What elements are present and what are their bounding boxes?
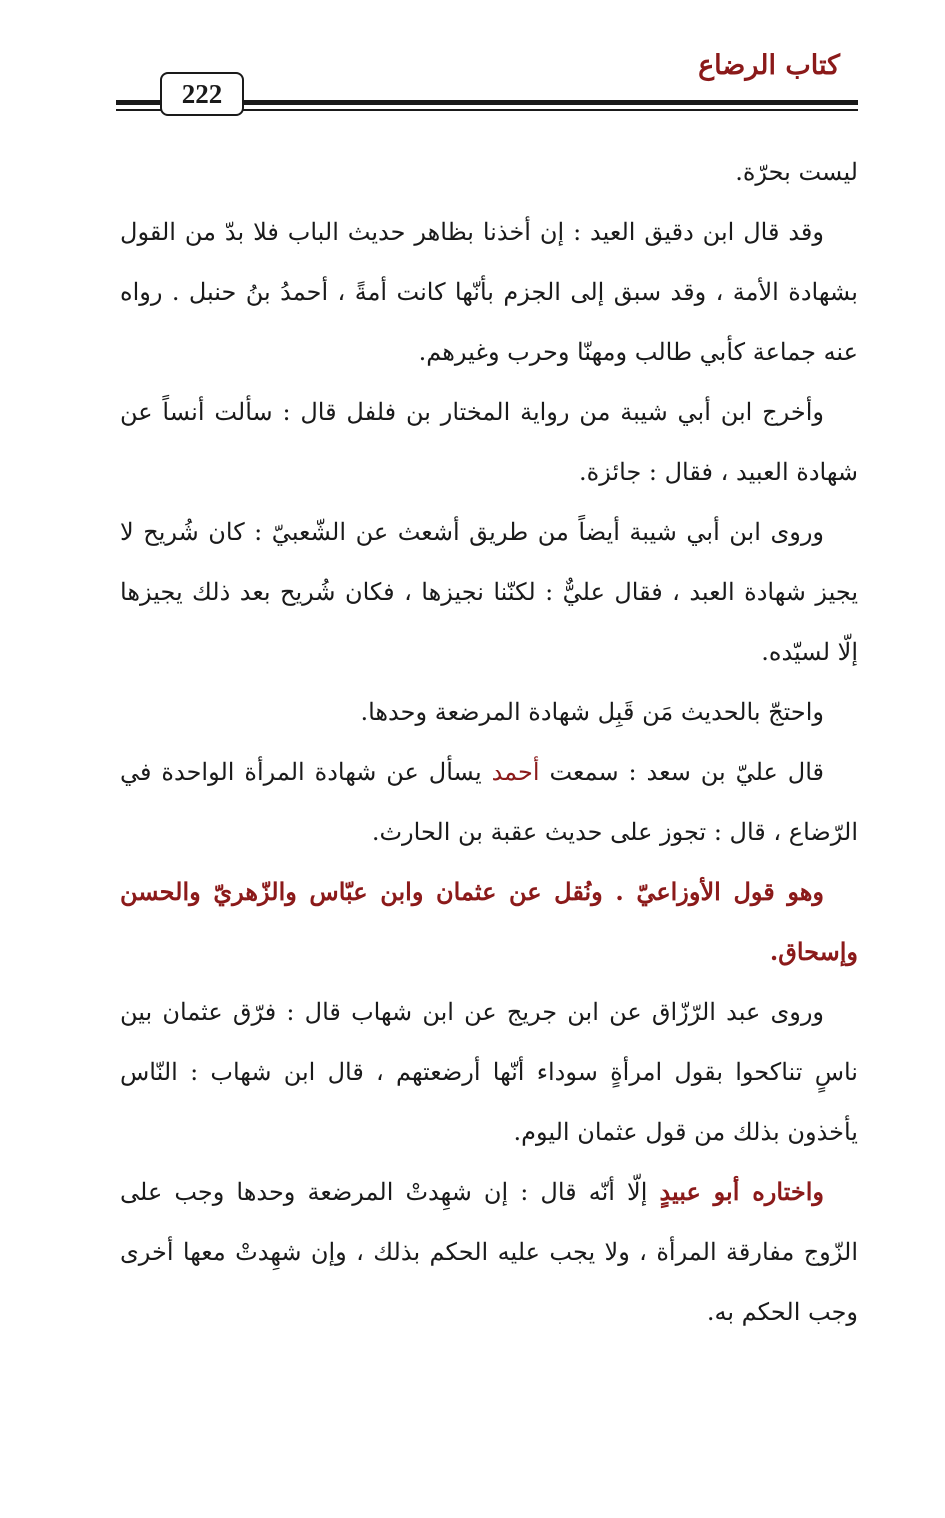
book-title: كتاب الرضاع bbox=[698, 50, 840, 81]
paragraph-4: وروى ابن أبي شيبة أيضاً من طريق أشعث عن الشّعبيّ : كان شُريح لا يجيز شهادة العبد ، فقال عليٌّ : لكنّنا نجيزها ، فكان شُريح بعد ذلك يجيزها إلّا لسيّده. bbox=[120, 518, 858, 666]
page-header bbox=[0, 0, 945, 130]
scholar-name-ahmad: أحمد bbox=[491, 758, 540, 786]
page-body bbox=[120, 142, 858, 1342]
paragraph-8: وروى عبد الرّزّاق عن ابن جريج عن ابن شهاب قال : فرّق عثمان بين ناسٍ تناكحوا بقول امرأةٍ سوداء أنّها أرضعتهم ، قال ابن شهاب : النّاس يأخذون بذلك من قول عثمان اليوم. bbox=[120, 998, 858, 1146]
paragraph-9 bbox=[120, 1162, 858, 1342]
paragraph-6 bbox=[120, 742, 858, 862]
paragraph-1: ليست بحرّة. bbox=[735, 158, 858, 186]
paragraph-2: وقد قال ابن دقيق العيد : إن أخذنا بظاهر حديث الباب فلا بدّ من القول بشهادة الأمة ، وقد سبق إلى الجزم بأنّها كانت أمةً ، أحمدُ بنُ حنبل . رواه عنه جماعة كأبي طالب ومهنّا وحرب وغيرهم. bbox=[120, 218, 858, 366]
paragraph-9-after: إلّا أنّه قال : إن شهِدتْ المرضعة وحدها وجب على الزّوج مفارقة المرأة ، ولا يجب عليه الحكم بذلك ، وإن شهِدتْ معها أخرى وجب الحكم به. bbox=[120, 1178, 858, 1326]
paragraph-6-after: يسأل عن شهادة المرأة الواحدة في الرّضاع ، قال : تجوز على حديث عقبة بن الحارث. bbox=[120, 758, 858, 846]
paragraph-7-highlight: وهو قول الأوزاعيّ . ونُقل عن عثمان وابن عبّاس والزّهريّ والحسن وإسحاق. bbox=[120, 877, 858, 966]
page-number: 222 bbox=[160, 72, 244, 116]
scholar-name-abu-ubaid: واختاره أبو عبيدٍ bbox=[659, 1177, 825, 1206]
paragraph-6-before: قال عليّ بن سعد : سمعت bbox=[539, 758, 824, 786]
paragraph-5: واحتجّ بالحديث مَن قَبِل شهادة المرضعة وحدها. bbox=[360, 698, 824, 726]
paragraph-3: وأخرج ابن أبي شيبة من رواية المختار بن فلفل قال : سألت أنساً عن شهادة العبيد ، فقال : جائزة. bbox=[120, 398, 858, 486]
